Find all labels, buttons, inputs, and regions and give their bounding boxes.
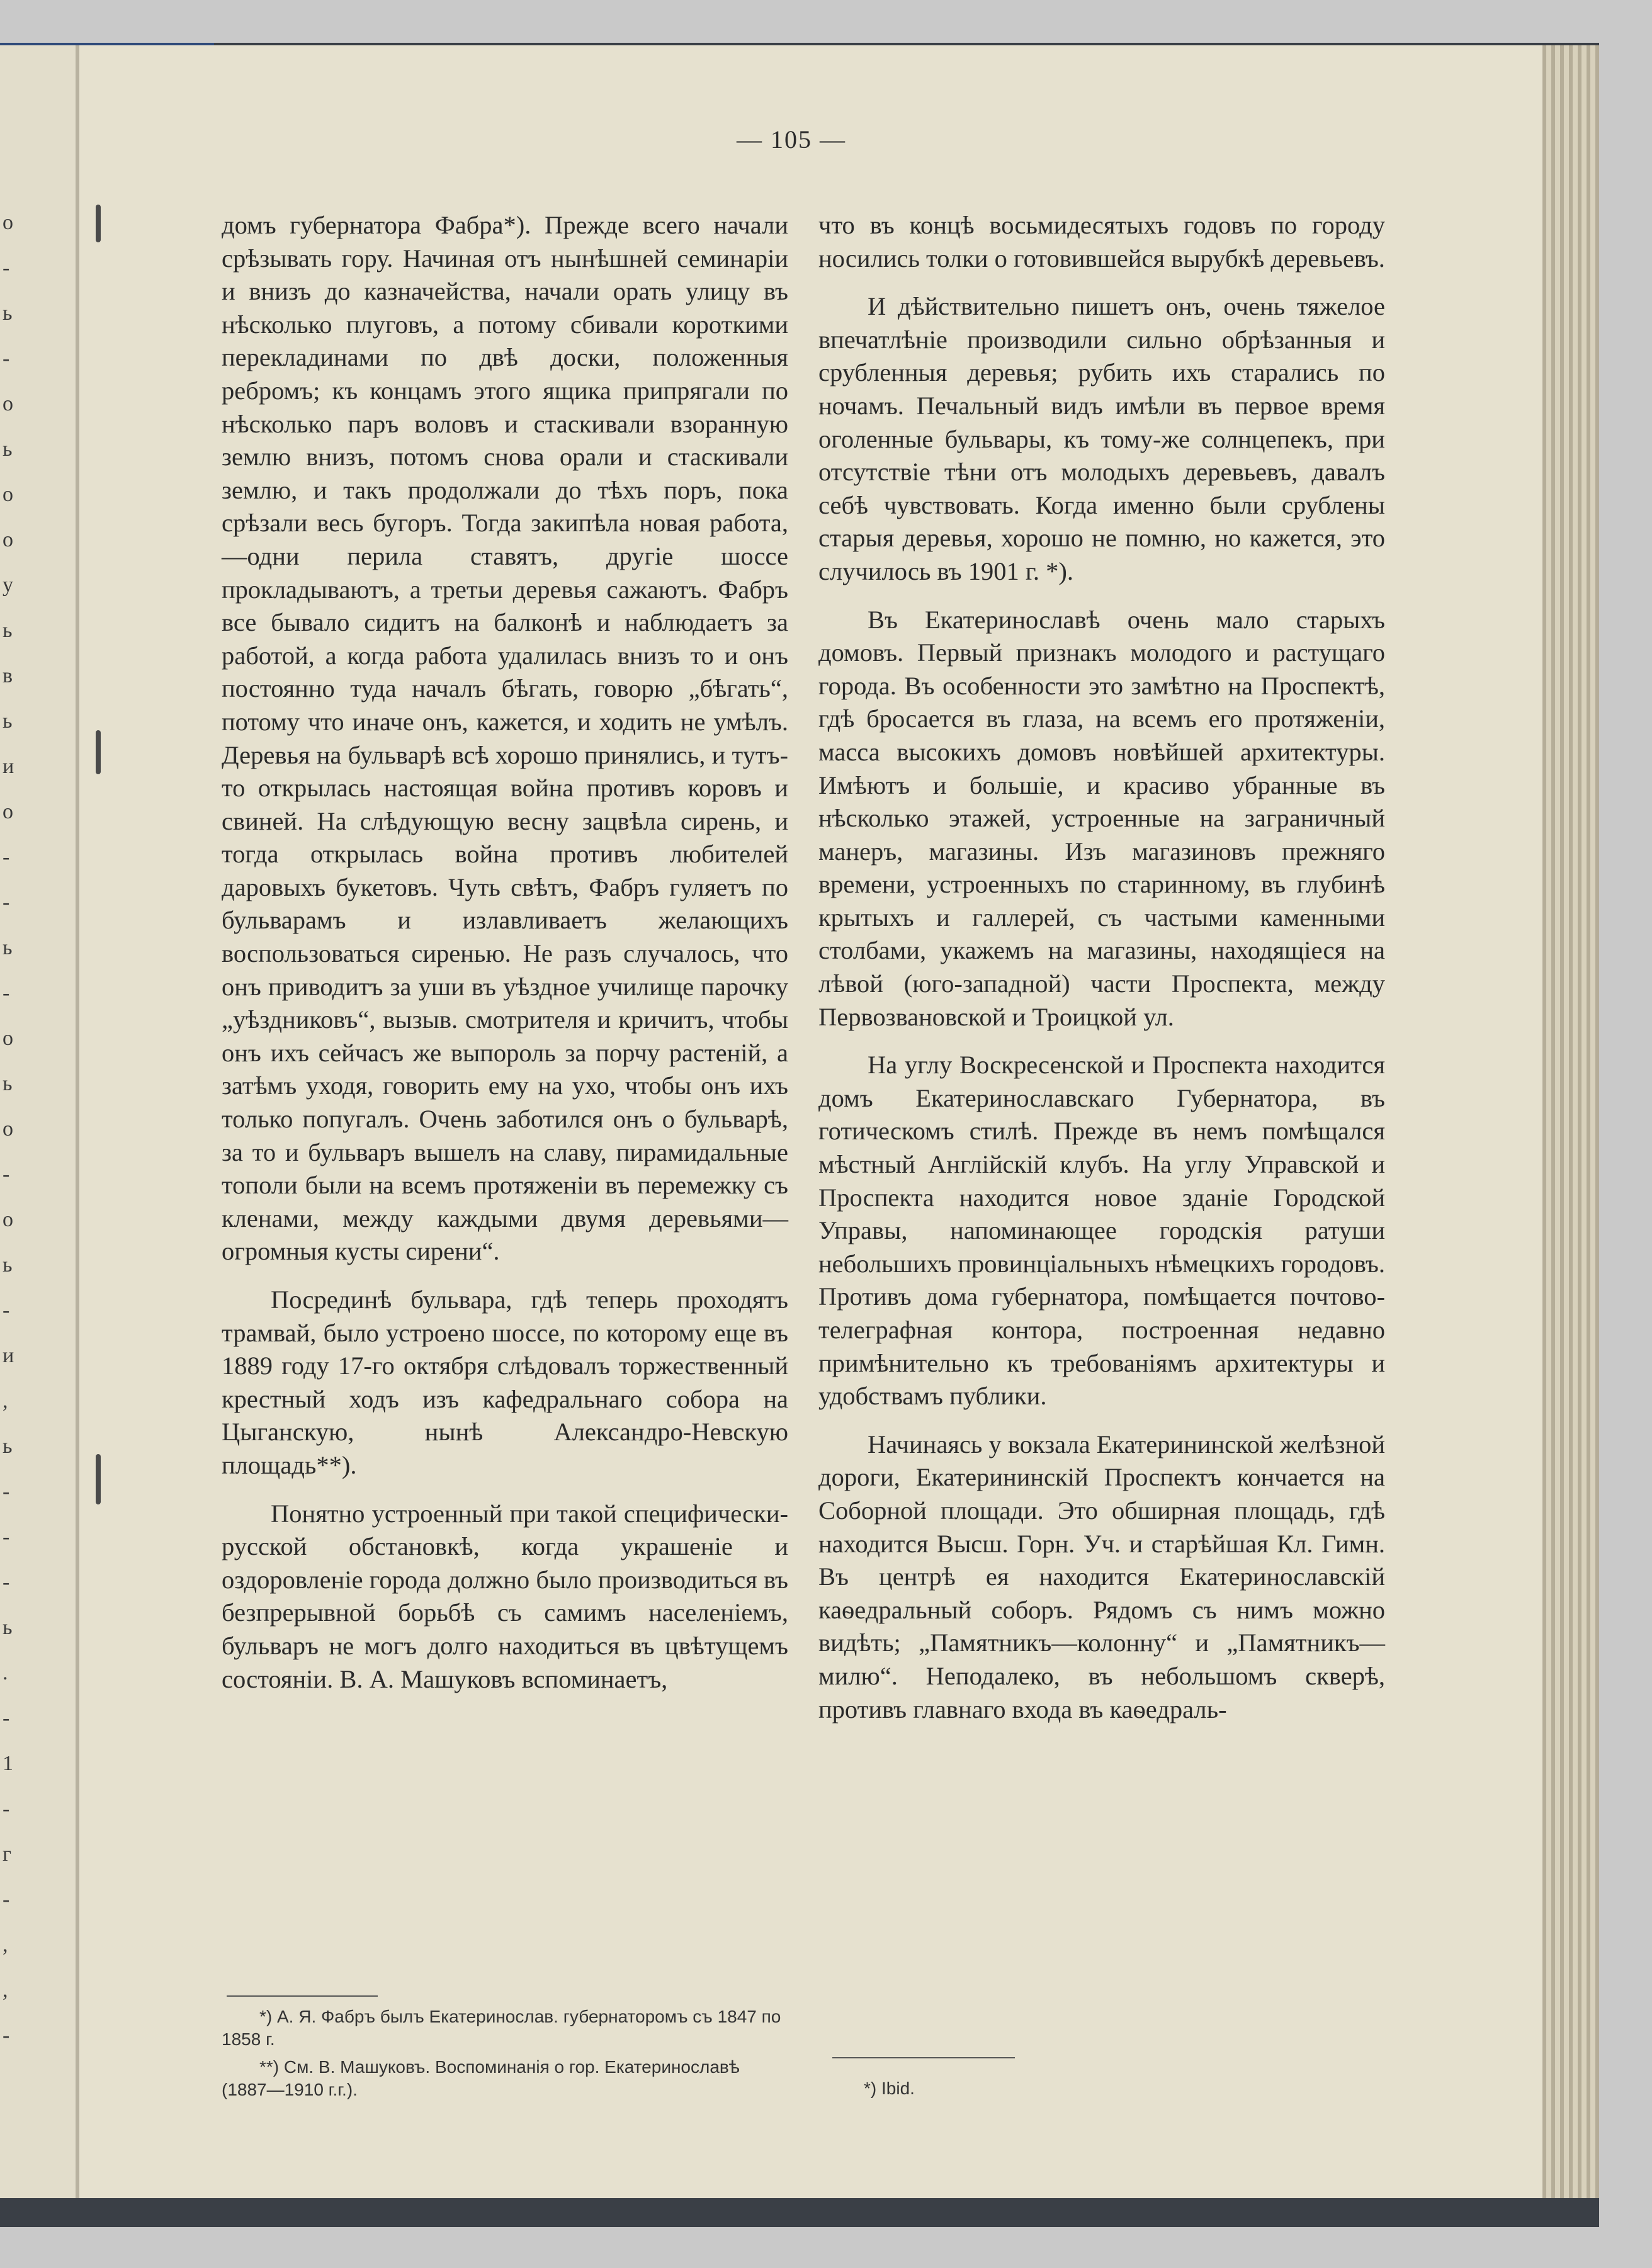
left-page-fragment: - (3, 1525, 10, 1549)
left-page-fragment: о (3, 392, 13, 415)
left-page-fragment: в (3, 664, 13, 687)
left-page-fragment: ь (3, 302, 13, 325)
paragraph: Въ Екатеринославѣ очень мало старыхъ домовъ. Первый признакъ молодого и растущаго города. Въ особенности это замѣтно на Проспектѣ, гдѣ бросается въ глаза, на всемъ его протяженіи, масса высокихъ домовъ новѣйшей архитектуры. Имѣютъ и большіе, и красиво убранные въ нѣсколько этажей, устроенные на заграничный манеръ, магазины. Изъ магазиновъ прежняго времени, устроенныхъ по старинному, въ глубинѣ крытыхъ и галлерей, съ частыми каменными столбами, укажемъ на магазины, находящіеся на лѣвой (юго-западной) части Проспекта, между Первозвановской и Троицкой ул. (818, 605, 1385, 1031)
left-page-fragment: ь (3, 936, 13, 959)
binding-thread-mark (96, 1454, 101, 1504)
left-column (222, 209, 788, 1696)
left-page-fragment: о (3, 1117, 13, 1141)
paragraph: И дѣйствительно пишетъ онъ, очень тяжелое впечатлѣніе производили сильно обрѣзанныя и срубленныя деревья; рубить ихъ старались по ночамъ. Печальный видъ имѣли въ первое время оголенные бульвары, къ тому-же солнцепекъ, при отсутствіе тѣни отъ молодыхъ деревьевъ, давалъ себѣ чувствовать. Когда именно были срублены старыя деревья, хорошо не помню, но кажется, это случилось въ 1901 г. *). (818, 292, 1385, 585)
left-page-fragment: - (3, 1797, 10, 1820)
left-page-fragment: ь (3, 1072, 13, 1095)
left-page-fragment: - (3, 2024, 10, 2047)
left-page-fragment: о (3, 1208, 13, 1231)
left-page-fragment: о (3, 211, 13, 234)
left-page-fragment: ь (3, 1616, 13, 1639)
left-page-fragment: о (3, 483, 13, 506)
paragraph: что въ концѣ восьмидесятыхъ годовъ по городу носились толки о готовившейся вырубкѣ деревьевъ. (818, 211, 1385, 273)
left-page-fragment: - (3, 1480, 10, 1503)
left-page-fragment: - (3, 1163, 10, 1186)
left-page-fragment: и (3, 1344, 14, 1367)
left-page-fragment: , (3, 1389, 8, 1413)
paragraph: Посрединѣ бульвара, гдѣ теперь проходятъ трамвай, было устроено шоссе, по которому еще въ 1889 году 17-го октября слѣдовалъ торжественный крестный ходъ изъ кафедральнаго собора на Цыганскую, нынѣ Александро-Невскую площадь**). (222, 1285, 788, 1479)
paragraph: домъ губернатора Фабра*). Прежде всего начали срѣзывать гору. Начиная отъ нынѣшней семинаріи и внизъ до казначейства, начали орать улицу въ нѣсколько плуговъ, а потому сбивали короткими перекладинами по двѣ доски, положенныя ребромъ; къ концамъ этого ящика припрягали по нѣсколько паръ воловъ и стаскивали взоранную землю внизъ, потомъ снова орали и стаскивали землю, и такъ продолжали до тѣхъ поръ, пока срѣзали весь бугоръ. Тогда закипѣла новая работа,—одни перила ставятъ, другіе шоссе прокладываютъ, а третьи деревья сажаютъ. Фабръ все бывало сидитъ на балконѣ и наблюдаетъ за работой, а когда работа удалилась внизъ то и онъ постоянно туда началъ бѣгать, говорю „бѣгать“, потому что иначе онъ, кажется, и ходить не умѣлъ. Деревья на бульварѣ всѣ хорошо принялись, и тутъ-то открылась настоящая война противъ коровъ и свиней. На слѣдующую весну зацвѣла сирень, и тогда открылась война противъ любителей даровыхъ букетовъ. Чуть свѣтъ, Фабръ гуляетъ по бульварамъ и излавливаетъ желающихъ воспользоваться сиренью. Не разъ случалось, что онъ приводитъ за уши въ уѣздное училище парочку „уѣздниковъ“, вызыв. смотрителя и кричитъ, чтобы онъ ихъ сейчасъ же выпороль за порчу растеній, а затѣмъ уходя, говорить ему на ухо, чтобы онъ ихъ только попугалъ. Очень заботился онъ о бульварѣ, за то и бульваръ вышелъ на славу, пирамидальные тополи были на всемъ протяженіи въ перемежку съ кленами, между каждыми двумя деревьями—огромныя кусты сирени“. (222, 211, 788, 1266)
left-page-fragment: 1 (3, 1752, 13, 1775)
left-page-fragment: , (3, 1978, 8, 2002)
footnote: *) А. Я. Фабръ былъ Екатеринослав. губернаторомъ съ 1847 по 1858 г. (222, 2007, 781, 2049)
left-page-fragment: - (3, 1707, 10, 1730)
left-page-fragment: о (3, 1027, 13, 1050)
paragraph: Начинаясь у вокзала Екатерининской желѣзной дороги, Екатерининскій Проспектъ кончается на Соборной площади. Это обширная площадь, гдѣ находится Высш. Горн. Уч. и старѣйшая Кл. Гимн. Въ центрѣ ея находится Екатеринославскій каѳедральный соборъ. Рядомъ съ нимъ можно видѣть; „Памятникъ—колонну“ и „Памятникъ—милю“. Неподалеко, въ небольшомъ скверѣ, противъ главнаго входа въ каѳедраль- (818, 1430, 1385, 1724)
left-page-fragment: - (3, 981, 10, 1005)
left-page-fragment: у (3, 573, 13, 597)
footnote: *) Ibid. (864, 2079, 915, 2098)
left-page-fragment: , (3, 1933, 8, 1956)
right-column (818, 209, 1385, 1726)
left-page-fragment: - (3, 891, 10, 914)
left-page-fragment: - (3, 1299, 10, 1322)
binding-thread-mark (96, 205, 101, 242)
left-page-fragment: - (3, 1888, 10, 1911)
footnote: **) См. В. Машуковъ. Воспоминанія о гор. Екатеринославѣ (1887—1910 г.г.). (222, 2057, 740, 2099)
page-number: — 105 — (737, 125, 846, 154)
left-page-fragment: ь (3, 1435, 13, 1458)
left-page-fragment: ь (3, 709, 13, 733)
left-page-fragment: ь (3, 1253, 13, 1277)
left-page-fragment: - (3, 347, 10, 370)
left-page-fragment: - (3, 256, 10, 279)
left-page-fragment: - (3, 1571, 10, 1594)
left-page-fragment: г (3, 1842, 11, 1866)
footnote-divider (227, 1995, 378, 1997)
left-page-fragment: и (3, 755, 14, 778)
page-stack-edge (1542, 45, 1599, 2198)
left-page-fragment: о (3, 800, 13, 823)
footnote-divider (832, 2057, 1015, 2058)
paragraph: Понятно устроенный при такой специфически-русской обстановкѣ, когда украшеніе и оздоровленіе города должно было производиться въ безпрерывной борьбѣ съ самимъ населеніемъ, бульваръ не могъ долго находиться въ цвѣтущемъ состояніи. В. А. Машуковъ вспоминаетъ, (222, 1499, 788, 1693)
left-page-fragment: . (3, 1661, 8, 1684)
left-page-fragment: ь (3, 437, 13, 461)
binding-thread-mark (96, 730, 101, 774)
left-page-fragment: о (3, 528, 13, 551)
left-page-fragment: ь (3, 619, 13, 642)
paragraph: На углу Воскресенской и Проспекта находится домъ Екатеринославскаго Губернатора, въ готическомъ стилѣ. Прежде въ немъ помѣщался мѣстный Англійскій клубъ. На углу Управской и Проспекта находится новое зданіе Городской Управы, напоминающее городскія ратуши небольшихъ провинціальныхъ нѣмецкихъ городовъ. Противъ дома губернатора, помѣщается почтово-телеграфная контора, построенная недавно примѣнительно къ требованіямъ архитектуры и удобствамъ публики. (818, 1051, 1385, 1411)
left-page-fragment: - (3, 845, 10, 869)
